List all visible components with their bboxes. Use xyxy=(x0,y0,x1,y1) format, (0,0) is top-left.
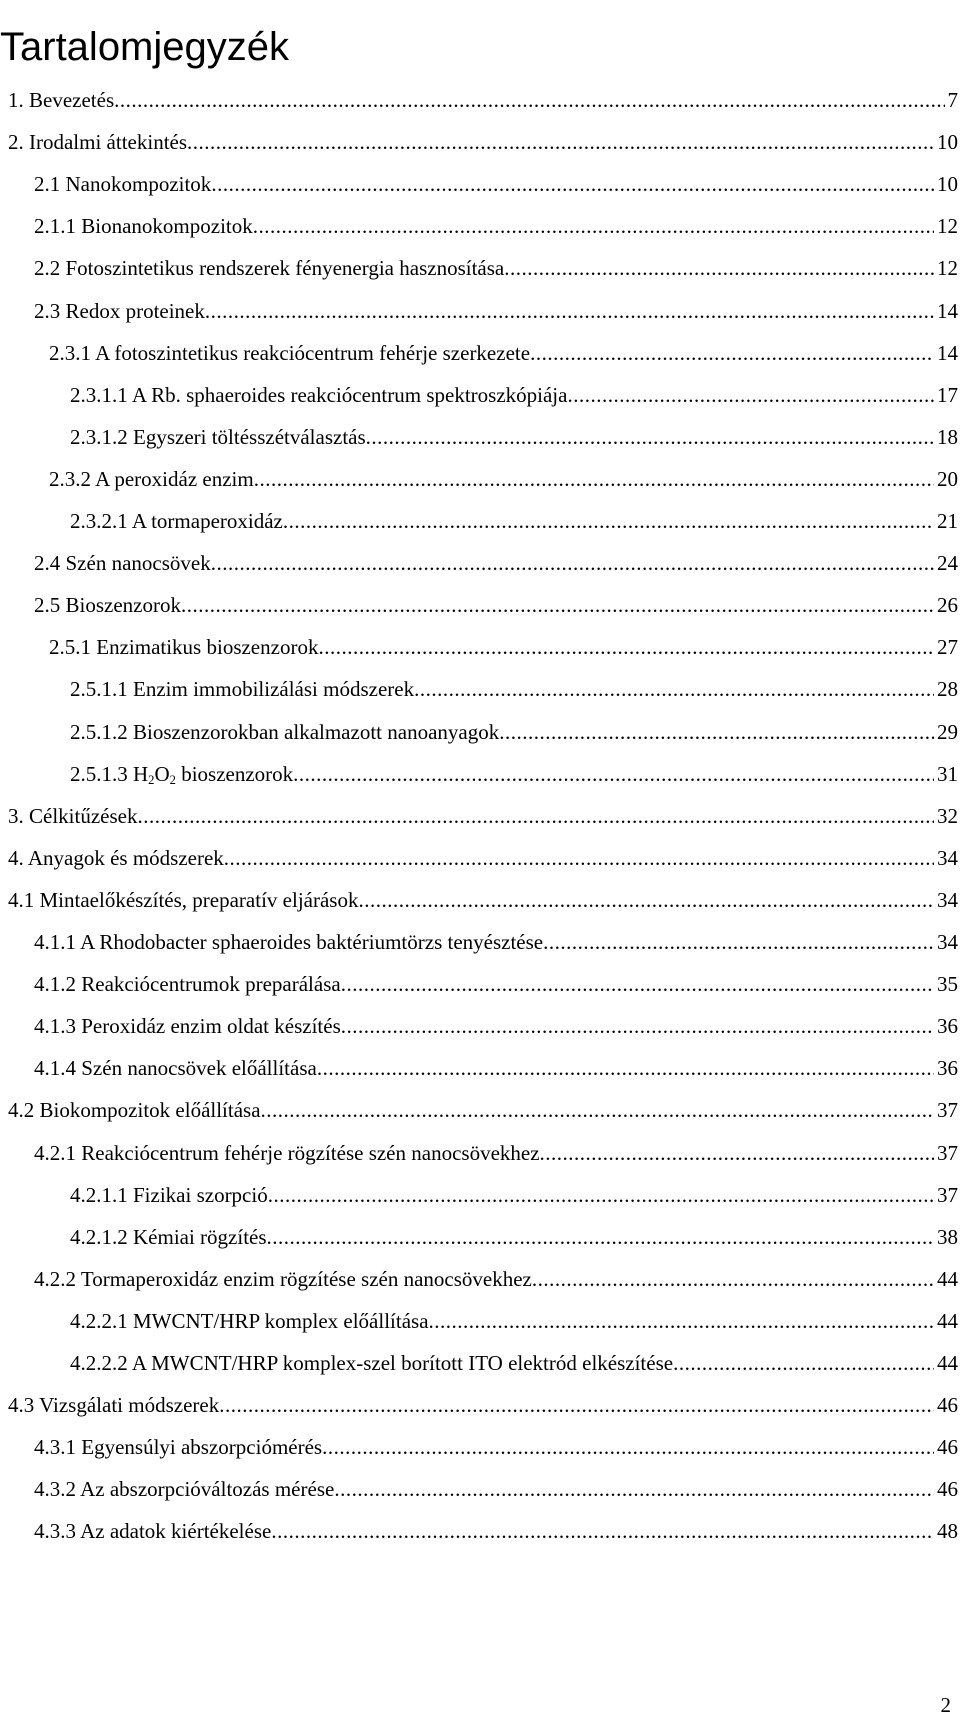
toc-entry[interactable] xyxy=(49,634,958,660)
toc-entry-label: 2.5.1.2 Bioszenzorokban alkalmazott nanoanyagok xyxy=(70,719,500,744)
toc-dot-leader xyxy=(341,1013,934,1039)
toc-dot-leader xyxy=(268,1182,934,1208)
toc-entry[interactable] xyxy=(8,1097,958,1123)
toc-entry[interactable] xyxy=(34,592,958,618)
toc-entry[interactable] xyxy=(8,803,958,829)
toc-dot-leader xyxy=(366,424,934,450)
toc-dot-leader xyxy=(532,1266,934,1292)
toc-entry-page: 44 xyxy=(937,1351,958,1375)
toc-entry-page: 48 xyxy=(937,1519,958,1544)
toc-dot-leader xyxy=(429,1308,934,1334)
toc-entry-page: 36 xyxy=(937,1014,958,1039)
toc-entry-page: 10 xyxy=(937,130,958,155)
toc-entry-page: 26 xyxy=(937,593,958,618)
toc-dot-leader xyxy=(267,1224,934,1250)
toc-entry-page: 14 xyxy=(937,298,958,323)
toc-entry-label: 2.2 Fotoszintetikus rendszerek fényenergia hasznosítása xyxy=(34,256,505,281)
toc-entry-label: 2.3 Redox proteinek xyxy=(34,298,205,323)
toc-dot-leader xyxy=(253,213,934,239)
toc-entry-page: 24 xyxy=(937,551,958,576)
toc-entry[interactable] xyxy=(34,1266,958,1292)
toc-entry[interactable] xyxy=(34,171,958,197)
toc-entry-label: 2. Irodalmi áttekintés xyxy=(8,130,188,155)
toc-entry[interactable] xyxy=(70,1308,958,1334)
toc-dot-leader xyxy=(540,1140,934,1166)
toc-entry-label: 4.3.1 Egyensúlyi abszorpciómérés xyxy=(34,1435,323,1460)
toc-entry-label: 4.1.1 A Rhodobacter sphaeroides baktériumtörzs tenyésztése xyxy=(34,930,544,954)
toc-entry[interactable] xyxy=(34,255,958,281)
toc-dot-leader xyxy=(317,1055,934,1081)
toc-entry-page: 31 xyxy=(937,761,958,786)
toc-entry-label: 2.3.1 A fotoszintetikus reakciócentrum fehérje szerkezete xyxy=(49,340,531,365)
toc-entry-page: 27 xyxy=(937,635,958,660)
toc-entry-page: 12 xyxy=(937,256,958,281)
toc-entry-label: 4.1.3 Peroxidáz enzim oldat készítés xyxy=(34,1014,341,1039)
toc-entry[interactable] xyxy=(49,466,958,492)
toc-entry-label: 2.3.1.2 Egyszeri töltésszétválasztás xyxy=(70,424,366,449)
toc-dot-leader xyxy=(219,1392,934,1418)
toc-dot-leader xyxy=(499,719,934,745)
toc-entry-page: 37 xyxy=(937,1098,958,1123)
toc-entry-page: 12 xyxy=(937,214,958,239)
toc-dot-leader xyxy=(261,1097,934,1123)
toc-entry[interactable] xyxy=(70,1350,958,1376)
toc-entry-label: 2.5.1.1 Enzim immobilizálási módszerek xyxy=(70,677,415,702)
toc-entry[interactable] xyxy=(49,340,958,366)
toc-entry-label: 4.3.2 Az abszorpcióváltozás mérése xyxy=(34,1477,335,1502)
toc-entry[interactable] xyxy=(70,676,958,702)
toc-dot-leader xyxy=(114,87,944,113)
toc-dot-leader xyxy=(254,466,934,492)
toc-entry-page: 44 xyxy=(937,1266,958,1291)
toc-entry-page: 34 xyxy=(937,930,958,954)
toc-entry-page: 18 xyxy=(937,424,958,449)
page-number: 2 xyxy=(940,1693,951,1717)
toc-entry-label: 2.5.1 Enzimatikus bioszenzorok xyxy=(49,635,319,660)
toc-entry-label: 2.1.1 Bionanokompozitok xyxy=(34,214,253,239)
toc-dot-leader xyxy=(322,1434,934,1460)
toc-entry-page: 32 xyxy=(937,803,958,828)
toc-entry-label: 4.2.1 Reakciócentrum fehérje rögzítése szén nanocsövekhez xyxy=(34,1140,540,1165)
toc-entry-page: 14 xyxy=(937,340,958,365)
toc-dot-leader xyxy=(341,971,934,997)
toc-entry-page: 38 xyxy=(937,1224,958,1249)
toc-entry-page: 44 xyxy=(937,1308,958,1333)
toc-entry-page: 36 xyxy=(937,1056,958,1081)
toc-entry-label: 2.1 Nanokompozitok xyxy=(34,172,212,197)
toc-entry-label: 2.3.2.1 A tormaperoxidáz xyxy=(70,509,283,533)
toc-entry-label: 3. Célkitűzések xyxy=(8,803,138,828)
toc-dot-leader xyxy=(271,1518,934,1544)
toc-dot-leader xyxy=(211,550,934,576)
toc-entry-label: 1. Bevezetés xyxy=(8,88,115,112)
toc-entry[interactable] xyxy=(70,424,958,450)
toc-entry-label: 2.5.1.3 $H_2O_2$ bioszenzorok xyxy=(70,761,294,787)
toc-entry-label: 2.3.2 A peroxidáz enzim xyxy=(49,466,254,491)
toc-entry[interactable] xyxy=(8,129,958,155)
toc-entry-page: 46 xyxy=(937,1477,958,1502)
toc-dot-leader xyxy=(211,171,934,197)
toc-entry-page: 20 xyxy=(937,466,958,491)
toc-entry[interactable] xyxy=(34,298,958,324)
toc-dot-leader xyxy=(567,382,934,408)
toc-dot-leader xyxy=(318,634,934,660)
toc-entry-page: 7 xyxy=(947,88,958,112)
toc-entry-page: 46 xyxy=(937,1393,958,1418)
toc-entry[interactable] xyxy=(8,887,958,913)
toc-dot-leader xyxy=(283,508,934,534)
toc-entry-label: 4.2.2.2 A MWCNT/HRP komplex-szel borított ITO elektród elkészítése xyxy=(70,1351,674,1375)
toc-entry-label: 2.5 Bioszenzorok xyxy=(34,593,181,618)
toc-entry[interactable] xyxy=(34,213,958,239)
toc-entry-label: 4. Anyagok és módszerek xyxy=(8,845,224,870)
toc-entry[interactable] xyxy=(34,1140,958,1166)
toc-entry-page: 34 xyxy=(937,887,958,912)
toc-dot-leader xyxy=(504,255,934,281)
toc-entry-label: 4.2 Biokompozitok előállítása xyxy=(8,1098,261,1123)
toc-dot-leader xyxy=(181,592,934,618)
toc-entry[interactable] xyxy=(34,550,958,576)
toc-dot-leader xyxy=(673,1350,934,1376)
toc-dot-leader xyxy=(187,129,934,155)
toc-entry-page: 34 xyxy=(937,845,958,870)
toc-entry-label: 4.2.1.2 Kémiai rögzítés xyxy=(70,1224,267,1249)
toc-entry-label: 4.3.3 Az adatok kiértékelése xyxy=(34,1519,272,1544)
toc-entry[interactable] xyxy=(34,1476,958,1502)
toc-dot-leader xyxy=(224,845,934,871)
toc-entry[interactable] xyxy=(70,761,958,787)
toc-entry[interactable] xyxy=(34,929,958,955)
toc-entry-page: 37 xyxy=(937,1140,958,1165)
toc-dot-leader xyxy=(414,676,934,702)
toc-entry-label: 4.1.4 Szén nanocsövek előállítása xyxy=(34,1056,317,1081)
toc-dot-leader xyxy=(205,298,934,324)
toc-entry-label: 2.4 Szén nanocsövek xyxy=(34,551,211,576)
toc-entry-label: 4.2.2 Tormaperoxidáz enzim rögzítése szén nanocsövekhez xyxy=(34,1266,532,1291)
toc-entry-label: 4.1 Mintaelőkészítés, preparatív eljárások xyxy=(8,887,359,912)
toc-entry[interactable] xyxy=(34,1518,958,1544)
toc-entry-page: 35 xyxy=(937,972,958,997)
toc-entry-label: 4.1.2 Reakciócentrumok preparálása xyxy=(34,972,341,997)
toc-entry-page: 37 xyxy=(937,1182,958,1207)
toc-entry[interactable] xyxy=(8,845,958,871)
toc-entry[interactable] xyxy=(8,87,958,113)
toc-entry[interactable] xyxy=(70,1182,958,1208)
page-title: Tartalomjegyzék xyxy=(0,24,290,69)
toc-entry[interactable] xyxy=(70,508,958,534)
toc-entry-page: 28 xyxy=(937,677,958,702)
toc-entry-page: 21 xyxy=(937,509,958,533)
toc-entry-label: 2.3.1.1 A Rb. sphaeroides reakciócentrum spektroszkópiája xyxy=(70,382,568,407)
toc-entry[interactable] xyxy=(70,719,958,745)
toc-entry-label: 4.3 Vizsgálati módszerek xyxy=(8,1393,220,1418)
toc-entry-page: 10 xyxy=(937,172,958,197)
toc-entry-page: 17 xyxy=(937,382,958,407)
toc-entry[interactable] xyxy=(34,1434,958,1460)
toc-dot-leader xyxy=(543,929,934,955)
toc-entry[interactable] xyxy=(70,1224,958,1250)
toc-dot-leader xyxy=(334,1476,934,1502)
toc-entry-page: 46 xyxy=(937,1435,958,1460)
toc-entry[interactable] xyxy=(70,382,958,408)
toc-dot-leader xyxy=(137,803,934,829)
toc-entry-page: 29 xyxy=(937,719,958,744)
toc-dot-leader xyxy=(293,761,934,787)
toc-entry[interactable] xyxy=(34,1055,958,1081)
toc-entry[interactable] xyxy=(8,1392,958,1418)
toc-dot-leader xyxy=(358,887,934,913)
toc-entry[interactable] xyxy=(34,1013,958,1039)
toc-entry-label: 4.2.2.1 MWCNT/HRP komplex előállítása xyxy=(70,1308,429,1333)
toc-dot-leader xyxy=(530,340,934,366)
toc-entry[interactable] xyxy=(34,971,958,997)
toc-entry-label: 4.2.1.1 Fizikai szorpció xyxy=(70,1182,268,1207)
